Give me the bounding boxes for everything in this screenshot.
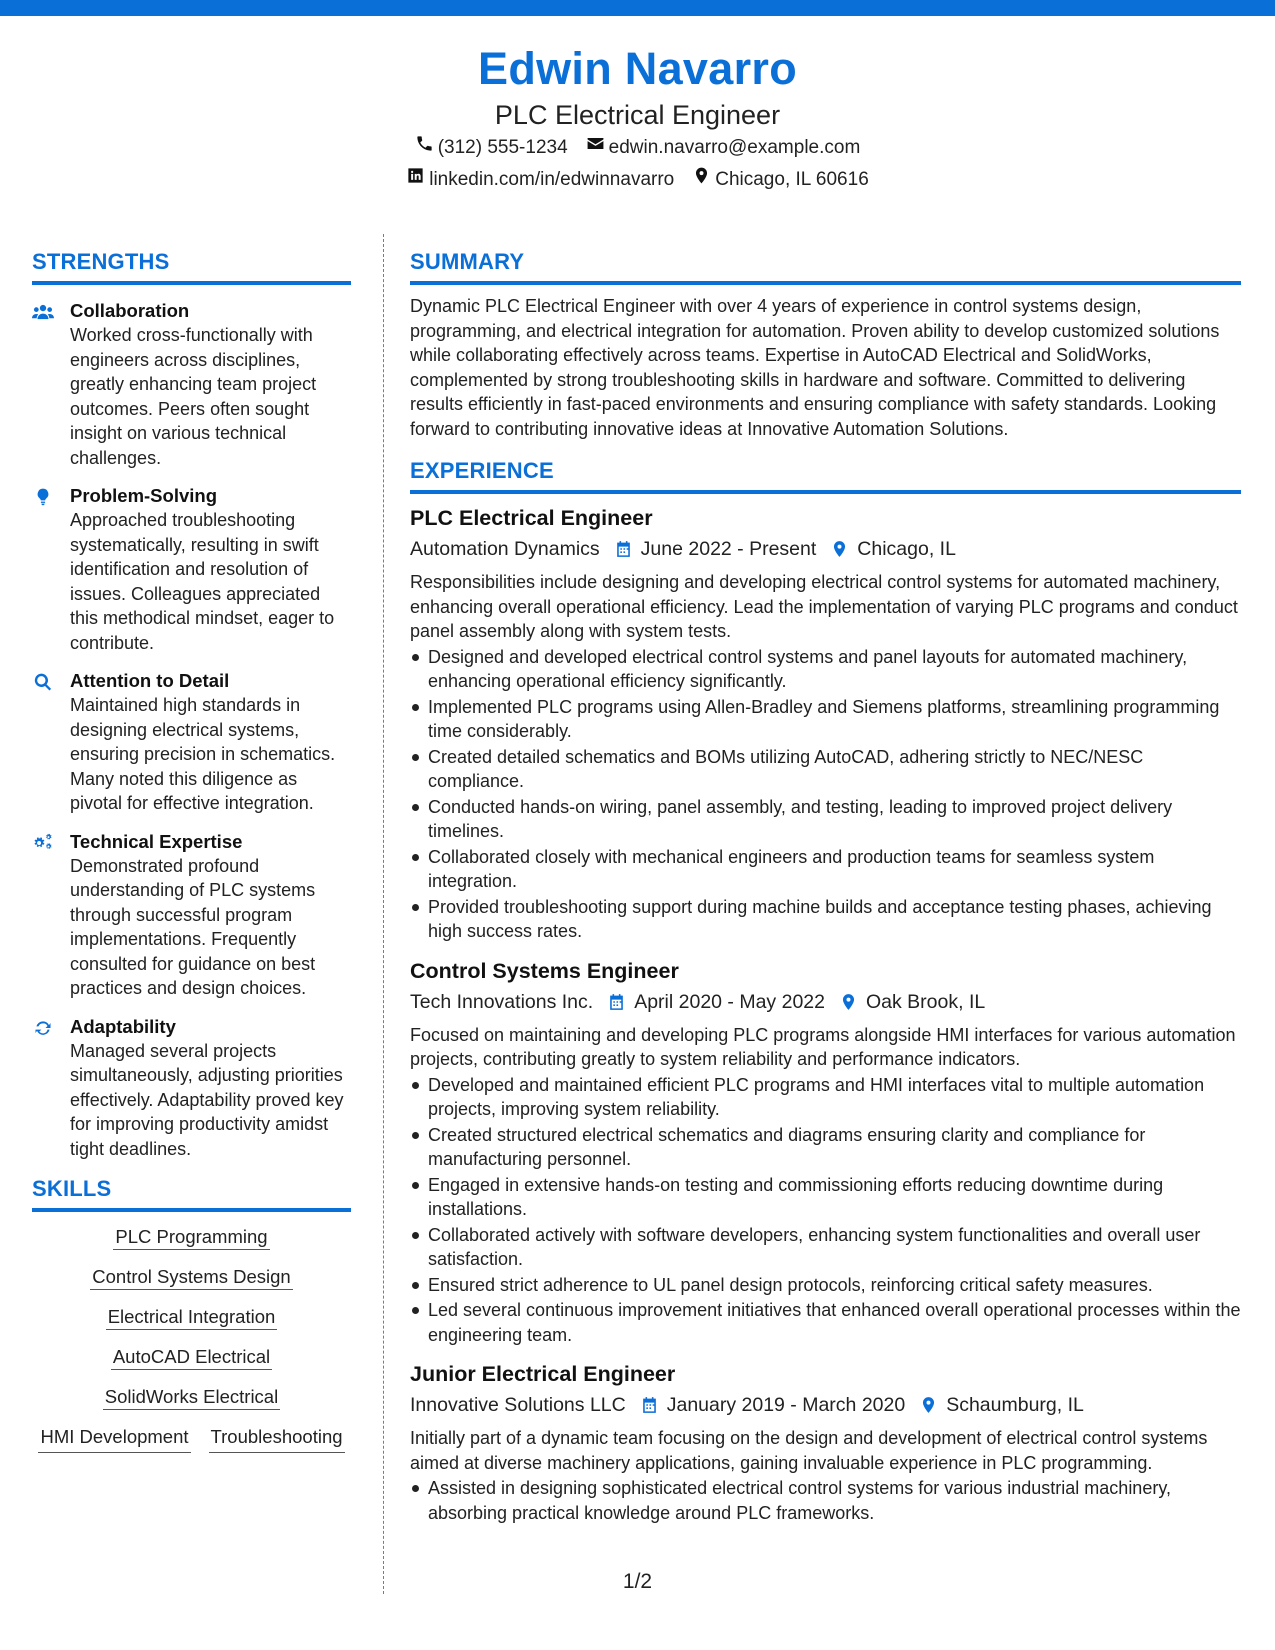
email-text[interactable]: edwin.navarro@example.com [608, 137, 861, 158]
resume-header [0, 42, 1275, 196]
lightbulb-icon [32, 484, 70, 655]
contact-phone [415, 132, 568, 164]
envelope-icon [586, 132, 605, 164]
skill-tag: Troubleshooting [209, 1424, 345, 1453]
bullet-item: Collaborated actively with software developers, enhancing system functionalities and overall user satisfaction. [410, 1223, 1241, 1272]
strength-item [32, 830, 351, 1001]
job-entry [410, 957, 1241, 1348]
top-accent-bar [0, 0, 1275, 16]
job-meta [410, 534, 1241, 564]
phone-text: (312) 555-1234 [437, 137, 568, 158]
skills-heading: SKILLS [32, 1175, 351, 1212]
summary-text: Dynamic PLC Electrical Engineer with over 4 years of experience in control systems design, programming, and electrical integration for automation. Proven ability to develop customized solutions while collaborating effectively across teams. Expertise in AutoCAD Electrical and SolidWorks, complemented by strong troubleshooting skills in hardware and software. Committed to delivering results efficiently in fast-paced environments and ensuring compliance with safety standards. Looking forward to contributing innovative ideas at Innovative Automation Solutions. [410, 296, 1220, 439]
map-pin-icon [692, 164, 711, 196]
calendar-icon [607, 992, 626, 1012]
right-column [410, 248, 1241, 1526]
bullet-item: Designed and developed electrical control systems and panel layouts for automated machinery, enhancing operational efficiency significantly. [410, 645, 1241, 694]
job-description: Responsibilities include designing and developing electrical control systems for automated machinery, enhancing overall operational efficiency. Lead the implementation of varying PLC programs and conduct panel assembly along with system tests. [410, 572, 1238, 641]
skill-tag: AutoCAD Electrical [111, 1346, 272, 1370]
strength-item [32, 669, 351, 816]
job-meta [410, 1390, 1241, 1420]
strength-desc: Worked cross-functionally with engineers across disciplines, greatly enhancing team project outcomes. Peers often sought insight on various technical challenges. [70, 325, 317, 468]
column-divider [383, 234, 384, 1594]
left-column [32, 248, 351, 1467]
map-pin-icon [839, 992, 858, 1012]
page-number: 1/2 [622, 1570, 653, 1593]
skill-tag: Control Systems Design [90, 1266, 292, 1290]
skill-tag: HMI Development [38, 1424, 190, 1453]
strength-item [32, 1015, 351, 1162]
strength-name: Adaptability [70, 1015, 176, 1037]
strength-item [32, 484, 351, 655]
bullet-item: Created detailed schematics and BOMs utilizing AutoCAD, adhering strictly to NEC/NESC compliance. [410, 745, 1241, 794]
bullet-item: Assisted in designing sophisticated electrical control systems for various industrial machinery, absorbing practical knowledge around PLC frameworks. [410, 1476, 1241, 1525]
contact-location [692, 164, 869, 196]
skill-tag: PLC Programming [113, 1226, 269, 1250]
job-location: Oak Brook, IL [865, 990, 986, 1013]
job-bullets [410, 1476, 1241, 1525]
contact-row-2 [0, 164, 1275, 196]
strength-name: Attention to Detail [70, 670, 230, 691]
candidate-name: Edwin Navarro [478, 43, 797, 94]
strength-name: Problem-Solving [70, 485, 217, 506]
job-company: Tech Innovations Inc. [410, 990, 594, 1013]
job-location: Chicago, IL [857, 538, 956, 560]
bullet-item: Provided troubleshooting support during machine builds and acceptance testing phases, achieving high success rates. [410, 895, 1241, 944]
map-pin-icon [830, 539, 849, 559]
bullet-item: Collaborated closely with mechanical engineers and production teams for seamless system integration. [410, 845, 1241, 894]
job-description: Initially part of a dynamic team focusing on the design and development of electrical control systems aimed at diverse machinery applications, gaining invaluable experience in PLC programming. [410, 1428, 1208, 1473]
candidate-title: PLC Electrical Engineer [494, 100, 781, 130]
strengths-list [32, 299, 351, 1161]
strength-item [32, 299, 351, 470]
strength-desc: Maintained high standards in designing electrical systems, ensuring precision in schematics. Many noted this diligence as pivotal for effective integration. [70, 695, 336, 813]
job-dates: June 2022 - Present [640, 538, 817, 560]
job-location: Schaumburg, IL [946, 1394, 1084, 1416]
contact-row-1 [0, 132, 1275, 164]
experience-heading: EXPERIENCE [410, 457, 1241, 494]
sync-icon [32, 1015, 70, 1162]
skill-tag: SolidWorks Electrical [103, 1386, 280, 1410]
strengths-heading: STRENGTHS [32, 248, 351, 285]
summary-heading: SUMMARY [410, 248, 1241, 285]
calendar-icon [640, 1395, 659, 1415]
location-text: Chicago, IL 60616 [715, 169, 869, 190]
contact-linkedin[interactable] [406, 164, 674, 196]
strength-name: Collaboration [70, 300, 190, 321]
job-meta [410, 987, 1241, 1017]
strength-desc: Managed several projects simultaneously, adjusting priorities effectively. Adaptability proved key for improving productivity amidst tight deadlines. [70, 1040, 344, 1159]
bullet-item: Led several continuous improvement initiatives that enhanced overall operational processes within the engineering team. [410, 1298, 1241, 1347]
job-dates: January 2019 - March 2020 [666, 1394, 906, 1416]
gears-icon [32, 830, 70, 1001]
map-pin-icon [919, 1395, 938, 1415]
phone-icon [415, 132, 434, 164]
strength-name: Technical Expertise [70, 830, 243, 852]
bullet-item: Developed and maintained efficient PLC programs and HMI interfaces vital to multiple automation projects, improving system reliability. [410, 1073, 1241, 1122]
bullet-item: Ensured strict adherence to UL panel design protocols, reinforcing critical safety measures. [410, 1273, 1241, 1298]
job-title: Junior Electrical Engineer [410, 1362, 676, 1386]
strength-desc: Demonstrated profound understanding of PLC systems through successful program implementations. Frequently consulted for guidance on best practices and design choices. [70, 855, 316, 998]
bullet-item: Conducted hands-on wiring, panel assembly, and testing, leading to improved project delivery timelines. [410, 795, 1241, 844]
job-company: Automation Dynamics [410, 538, 600, 560]
bullet-item: Engaged in extensive hands-on testing and commissioning efforts reducing downtime during installations. [410, 1173, 1241, 1222]
calendar-icon [614, 539, 633, 559]
users-icon [32, 299, 70, 470]
job-company: Innovative Solutions LLC [410, 1394, 626, 1416]
job-entry [410, 504, 1241, 944]
bullet-item: Implemented PLC programs using Allen-Bradley and Siemens platforms, streamlining programming time considerably. [410, 695, 1241, 744]
job-title: PLC Electrical Engineer [410, 506, 653, 530]
strength-desc: Approached troubleshooting systematically, resulting in swift identification and resolution of issues. Colleagues appreciated this methodical mindset, eager to contribute. [70, 510, 335, 653]
bullet-item: Created structured electrical schematics and diagrams ensuring clarity and compliance for manufacturing personnel. [410, 1123, 1241, 1172]
skill-tag: Electrical Integration [106, 1306, 278, 1330]
contact-email[interactable] [586, 132, 861, 164]
linkedin-text[interactable]: linkedin.com/in/edwinnavarro [429, 169, 675, 190]
job-dates: April 2020 - May 2022 [634, 990, 825, 1013]
job-title: Control Systems Engineer [410, 958, 679, 983]
job-entry [410, 1360, 1241, 1525]
job-bullets [410, 645, 1241, 944]
search-icon [32, 669, 70, 816]
job-bullets [410, 1073, 1241, 1348]
skills-list [32, 1224, 351, 1467]
job-description: Focused on maintaining and developing PLC programs alongside HMI interfaces for various automation projects, contributing greatly to system reliability and performance indicators. [410, 1024, 1236, 1069]
linkedin-icon [406, 164, 425, 196]
